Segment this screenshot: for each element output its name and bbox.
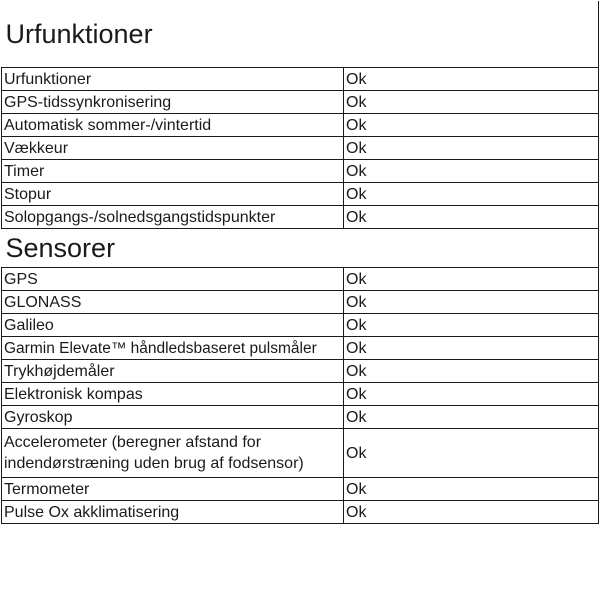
row-label: Vækkeur [2, 137, 344, 160]
row-label: Garmin Elevate™ håndledsbaseret pulsmåler [2, 337, 344, 360]
table-row [2, 314, 599, 337]
row-label: Urfunktioner [2, 68, 344, 91]
table-row [2, 114, 599, 137]
row-label: GLONASS [2, 291, 344, 314]
table-row [2, 360, 599, 383]
row-value: Ok [344, 68, 599, 91]
section-header-row [2, 1, 599, 68]
table-row [2, 383, 599, 406]
row-value: Ok [344, 314, 599, 337]
row-value: Ok [344, 360, 599, 383]
row-value: Ok [344, 429, 599, 478]
table-row [2, 291, 599, 314]
row-label: GPS-tidssynkronisering [2, 91, 344, 114]
spec-table [1, 1, 599, 524]
table-row [2, 137, 599, 160]
row-value: Ok [344, 478, 599, 501]
row-value: Ok [344, 206, 599, 229]
table-row [2, 429, 599, 478]
row-value: Ok [344, 91, 599, 114]
row-label: Stopur [2, 183, 344, 206]
section-header-row [2, 229, 599, 268]
table-row [2, 406, 599, 429]
row-value: Ok [344, 337, 599, 360]
table-row [2, 91, 599, 114]
row-value: Ok [344, 114, 599, 137]
section-title-urfunktioner: Urfunktioner [2, 1, 599, 68]
row-value: Ok [344, 160, 599, 183]
row-value: Ok [344, 291, 599, 314]
table-row [2, 160, 599, 183]
table-row [2, 337, 599, 360]
row-label: Galileo [2, 314, 344, 337]
table-row [2, 501, 599, 524]
row-value: Ok [344, 137, 599, 160]
row-label: Pulse Ox akklimatisering [2, 501, 344, 524]
row-label: GPS [2, 268, 344, 291]
row-label: Gyroskop [2, 406, 344, 429]
row-value: Ok [344, 183, 599, 206]
row-label: Elektronisk kompas [2, 383, 344, 406]
row-label: Accelerometer (beregner afstand for indendørstræning uden brug af fodsensor) [2, 429, 344, 478]
table-row [2, 183, 599, 206]
row-label: Solopgangs-/solnedsgangstidspunkter [2, 206, 344, 229]
row-value: Ok [344, 406, 599, 429]
section-title-sensorer: Sensorer [2, 229, 599, 268]
row-value: Ok [344, 501, 599, 524]
row-label: Trykhøjdemåler [2, 360, 344, 383]
table-row [2, 68, 599, 91]
table-row [2, 206, 599, 229]
row-label: Automatisk sommer-/vintertid [2, 114, 344, 137]
row-label: Timer [2, 160, 344, 183]
table-row [2, 478, 599, 501]
row-value: Ok [344, 268, 599, 291]
table-row [2, 268, 599, 291]
row-value: Ok [344, 383, 599, 406]
row-label: Termometer [2, 478, 344, 501]
